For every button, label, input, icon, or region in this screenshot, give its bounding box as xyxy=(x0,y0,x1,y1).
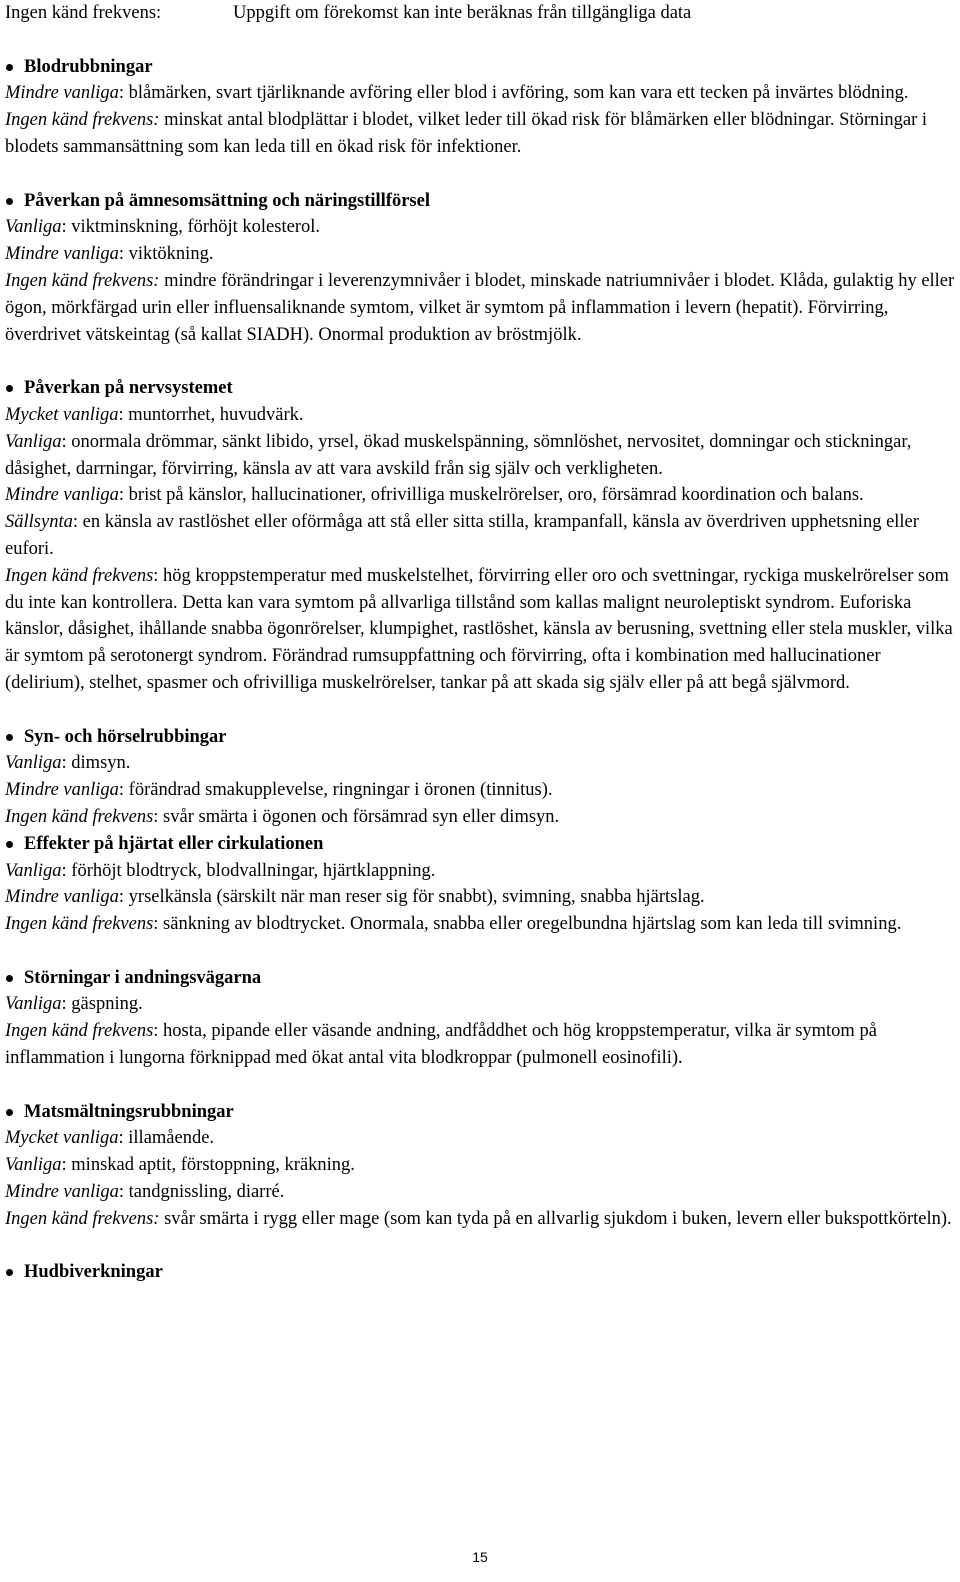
section-heading xyxy=(5,965,955,992)
section-heading xyxy=(5,724,955,751)
frequency-term: Mindre vanliga xyxy=(5,244,119,265)
frequency-term: Vanliga xyxy=(5,217,62,238)
paragraph-text: mindre förändringar i leverenzymnivåer i blodet, minskade natriumnivåer i blodet. Klåda, gulaktig hy eller ögon, mörkfärgad urin eller influensaliknande symtom, vilket är symtom på inflammation i levern (hepatit). Förvirring, överdrivet vätskeintag (så kallat SIADH). Onormal produktion av bröstmjölk. xyxy=(5,270,955,345)
section-nervsystemet xyxy=(5,375,955,697)
frequency-term: Mindre vanliga xyxy=(5,887,119,908)
frequency-term: Vanliga xyxy=(5,753,62,774)
frequency-term: Mycket vanliga xyxy=(5,404,119,425)
paragraph-text: : yrselkänsla (särskilt när man reser sig för snabbt), svimning, snabba hjärtslag. xyxy=(118,887,705,908)
section-spacer xyxy=(5,1072,955,1099)
frequency-paragraph xyxy=(5,911,955,938)
frequency-term: Vanliga xyxy=(5,860,62,881)
section-spacer xyxy=(5,348,955,375)
frequency-term: Vanliga xyxy=(5,994,62,1015)
frequency-term: Mindre vanliga xyxy=(5,780,119,801)
section-heading-text: Hudbiverkningar xyxy=(24,1262,163,1283)
frequency-paragraph xyxy=(5,214,955,241)
frequency-paragraph xyxy=(5,402,955,429)
bullet-icon xyxy=(6,1269,13,1276)
paragraph-text: : viktökning. xyxy=(118,244,214,265)
frequency-term: Ingen känd frekvens: xyxy=(5,270,160,291)
paragraph-text: : gäspning. xyxy=(61,994,143,1015)
frequency-paragraph xyxy=(5,241,955,268)
paragraph-text: : minskad aptit, förstoppning, kräkning. xyxy=(61,1155,355,1176)
paragraph-text: : förändrad smakupplevelse, ringningar i öronen (tinnitus). xyxy=(118,780,553,801)
bullet-icon xyxy=(6,1109,13,1116)
frequency-label: Ingen känd frekvens: xyxy=(5,3,162,23)
frequency-paragraph xyxy=(5,858,955,885)
frequency-paragraph xyxy=(5,482,955,509)
section-andning xyxy=(5,965,955,1072)
frequency-paragraph xyxy=(5,1152,955,1179)
section-spacer xyxy=(5,938,955,965)
section-heading xyxy=(5,375,955,402)
paragraph-text: : hög kroppstemperatur med muskelstelhet, förvirring eller oro och svettningar, ryckiga muskelrörelser som du inte kan kontrollera. Detta kan vara symtom på allvarliga tillstånd som kallas malignt neuroleptiskt syndrom. Euforiska känslor, dåsighet, ihållande snabba ögonrörelser, klumpighet, rastlöshet, känsla av berusning, svettning eller stela muskler, vilka är symtom på serotonergt syndrom. Förändrad rumsuppfattning och förvirring, ofta i kombination med hallucinationer (delirium), stelhet, spasmer och ofrivilliga muskelrörelser, tankar på att skada sig själv eller på att begå självmord. xyxy=(5,565,953,693)
paragraph-text: : dimsyn. xyxy=(61,753,131,774)
bullet-icon xyxy=(6,734,13,741)
paragraph-text: : brist på känslor, hallucinationer, ofrivilliga muskelrörelser, oro, försämrad koordination och balans. xyxy=(118,485,864,506)
frequency-paragraph xyxy=(5,1125,955,1152)
frequency-paragraph xyxy=(5,509,955,563)
section-heading xyxy=(5,831,955,858)
frequency-term: Ingen känd frekvens: xyxy=(5,110,160,131)
frequency-paragraph xyxy=(5,1206,955,1233)
frequency-paragraph xyxy=(5,1018,955,1072)
section-heading-text: Syn- och hörselrubbingar xyxy=(24,726,227,747)
section-heading-text: Påverkan på nervsystemet xyxy=(24,378,233,399)
paragraph-text: : viktminskning, förhöjt kolesterol. xyxy=(61,217,320,238)
section-heading xyxy=(5,1259,955,1286)
frequency-paragraph xyxy=(5,750,955,777)
frequency-term: Mindre vanliga xyxy=(5,485,119,506)
paragraph-text: : förhöjt blodtryck, blodvallningar, hjärtklappning. xyxy=(61,860,436,881)
section-heading-text: Matsmältningsrubbningar xyxy=(24,1101,234,1122)
paragraph-text: : muntorrhet, huvudvärk. xyxy=(118,404,304,425)
section-spacer xyxy=(5,1233,955,1260)
section-syn xyxy=(5,724,955,831)
section-spacer xyxy=(5,161,955,188)
frequency-definition-row xyxy=(5,0,955,27)
bullet-icon xyxy=(6,198,13,205)
section-heading xyxy=(5,1099,955,1126)
paragraph-text: : blåmärken, svart tjärliknande avföring eller blod i avföring, som kan vara ett tecken på invärtes blödning. xyxy=(118,83,909,104)
frequency-term: Ingen känd frekvens xyxy=(5,914,154,935)
side-effect-sections xyxy=(5,27,955,1286)
frequency-paragraph xyxy=(5,777,955,804)
section-mage xyxy=(5,1099,955,1233)
frequency-term: Mindre vanliga xyxy=(5,1182,119,1203)
section-blod xyxy=(5,54,955,161)
frequency-paragraph xyxy=(5,80,955,107)
section-heading-text: Effekter på hjärtat eller cirkulationen xyxy=(24,833,324,854)
frequency-paragraph xyxy=(5,1179,955,1206)
section-heading-text: Störningar i andningsvägarna xyxy=(24,967,262,988)
paragraph-text: : illamående. xyxy=(118,1128,215,1149)
paragraph-text: : tandgnissling, diarré. xyxy=(118,1182,285,1203)
frequency-paragraph xyxy=(5,804,955,831)
frequency-term: Vanliga xyxy=(5,1155,62,1176)
paragraph-text: : sänkning av blodtrycket. Onormala, snabba eller oregelbundna hjärtslag som kan leda till svimning. xyxy=(153,914,902,935)
document-page xyxy=(5,0,955,1286)
bullet-icon xyxy=(6,64,13,71)
frequency-term: Ingen känd frekvens xyxy=(5,565,154,586)
paragraph-text: : onormala drömmar, sänkt libido, yrsel, ökad muskelspänning, sömnlöshet, nervositet, domningar och stickningar, dåsighet, darrningar, förvirring, känsla av att vara avskild från sig själv och verkligheten. xyxy=(5,431,912,479)
section-spacer xyxy=(5,697,955,724)
section-heading-text: Påverkan på ämnesomsättning och näringstillförsel xyxy=(24,190,430,211)
frequency-term: Ingen känd frekvens xyxy=(5,806,154,827)
section-heading xyxy=(5,188,955,215)
frequency-term: Mindre vanliga xyxy=(5,83,119,104)
frequency-term: Sällsynta xyxy=(5,512,73,533)
section-spacer xyxy=(5,27,955,54)
frequency-paragraph xyxy=(5,991,955,1018)
bullet-icon xyxy=(6,975,13,982)
frequency-term: Vanliga xyxy=(5,431,62,452)
frequency-term: Ingen känd frekvens xyxy=(5,1021,154,1042)
paragraph-text: svår smärta i rygg eller mage (som kan tyda på en allvarlig sjukdom i buken, levern eller bukspottkörteln). xyxy=(159,1208,952,1229)
paragraph-text: : hosta, pipande eller väsande andning, andfåddhet och hög kroppstemperatur, vilka är symtom på inflammation i lungorna förknippad med ökat antal vita blodkroppar (pulmonell eosinofili). xyxy=(5,1021,877,1069)
section-amnesomsattning xyxy=(5,188,955,349)
section-heading-text: Blodrubbningar xyxy=(24,56,153,77)
bullet-icon xyxy=(6,385,13,392)
paragraph-text: minskat antal blodplättar i blodet, vilket leder till ökad risk för blåmärken eller blödningar. Störningar i blodets sammansättning som kan leda till en ökad risk för infektioner. xyxy=(5,110,928,157)
frequency-paragraph xyxy=(5,268,955,348)
page-number: 15 xyxy=(472,1549,488,1565)
section-heading xyxy=(5,54,955,81)
section-hjartat xyxy=(5,831,955,938)
bullet-icon xyxy=(6,841,13,848)
frequency-paragraph xyxy=(5,429,955,483)
frequency-paragraph xyxy=(5,563,955,697)
section-hud xyxy=(5,1259,955,1286)
frequency-term: Ingen känd frekvens: xyxy=(5,1208,160,1229)
frequency-definition: Uppgift om förekomst kan inte beräknas från tillgängliga data xyxy=(233,3,692,23)
paragraph-text: : svår smärta i ögonen och försämrad syn eller dimsyn. xyxy=(153,806,560,827)
frequency-paragraph xyxy=(5,884,955,911)
frequency-term: Mycket vanliga xyxy=(5,1128,119,1149)
paragraph-text: : en känsla av rastlöshet eller oförmåga att stå eller sitta stilla, krampanfall, känsla av överdriven upphetsning eller eufori. xyxy=(5,512,919,559)
frequency-paragraph xyxy=(5,107,955,161)
